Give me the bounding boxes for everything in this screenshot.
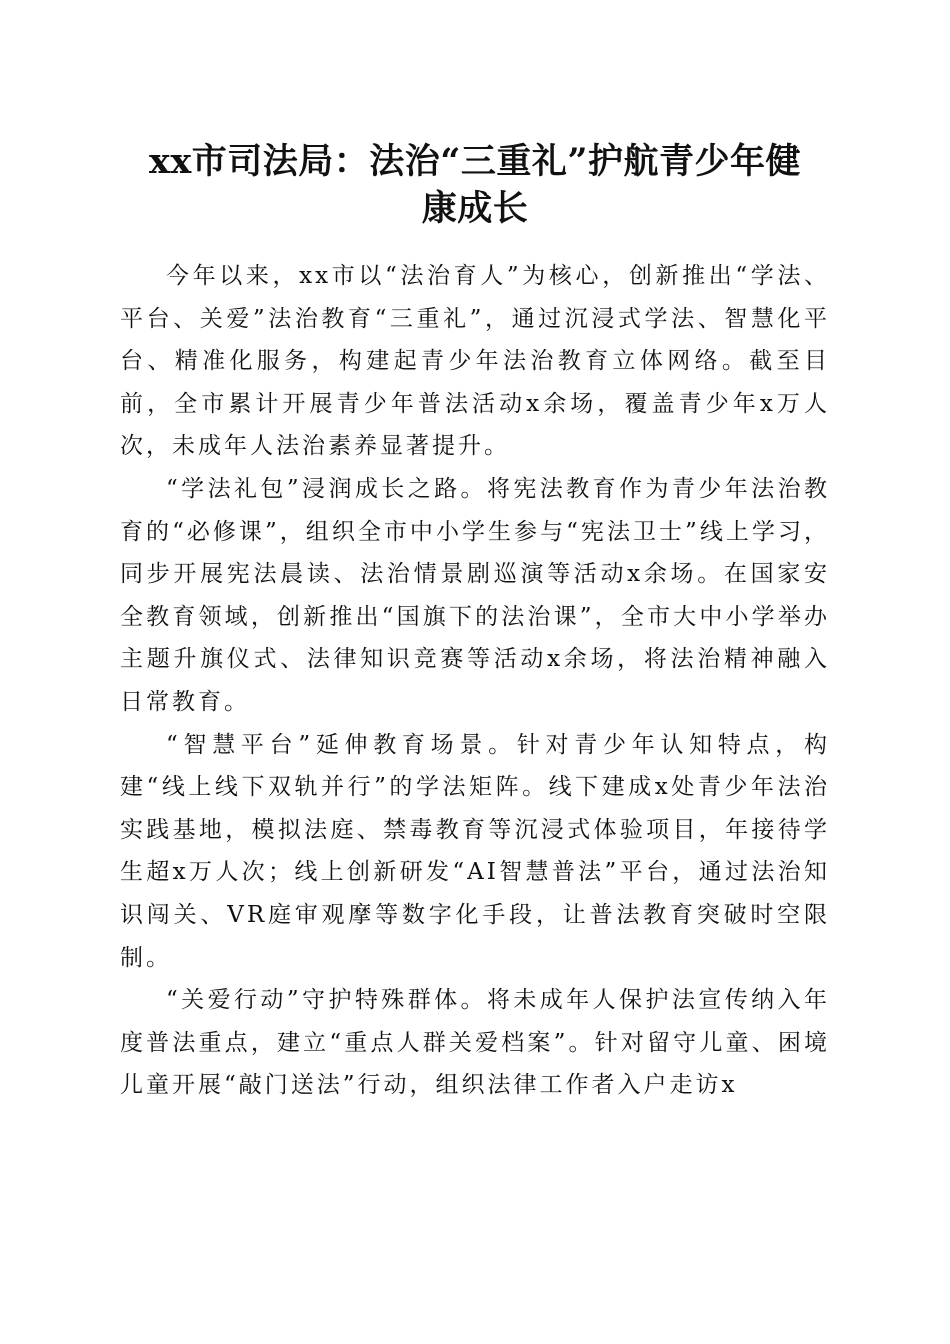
- title-line-1: xx市司法局：法治“三重礼”护航青少年健: [149, 141, 801, 182]
- document-title: [120, 138, 830, 232]
- document-body: [120, 255, 830, 1107]
- paragraph-smart-platform: “智慧平台”延伸教育场景。针对青少年认知特点，构建“线上线下双轨并行”的学法矩阵。线下建成x处青少年法治实践基地，模拟法庭、禁毒教育等沉浸式体验项目，年接待学生超x万人次；线上创新研发“AI智慧普法”平台，通过法治知识闯关、VR庭审观摩等数字化手段，让普法教育突破时空限制。: [120, 731, 830, 971]
- title-line-2: 康成长: [421, 188, 529, 229]
- paragraph-care-action: “关爱行动”守护特殊群体。将未成年人保护法宣传纳入年度普法重点，建立“重点人群关爱档案”。针对留守儿童、困境儿童开展“敲门送法”行动，组织法律工作者入户走访x: [120, 987, 830, 1099]
- paragraph-intro: 今年以来，xx市以“法治育人”为核心，创新推出“学法、平台、关爱”法治教育“三重礼”，通过沉浸式学法、智慧化平台、精准化服务，构建起青少年法治教育立体网络。截至目前，全市累计开展青少年普法活动x余场，覆盖青少年x万人次，未成年人法治素养显著提升。: [120, 263, 830, 460]
- paragraph-study-gift: “学法礼包”浸润成长之路。将宪法教育作为青少年法治教育的“必修课”，组织全市中小学生参与“宪法卫士”线上学习，同步开展宪法晨读、法治情景剧巡演等活动x余场。在国家安全教育领域，创新推出“国旗下的法治课”，全市大中小学举办主题升旗仪式、法律知识竞赛等活动x余场，将法治精神融入日常教育。: [120, 475, 830, 715]
